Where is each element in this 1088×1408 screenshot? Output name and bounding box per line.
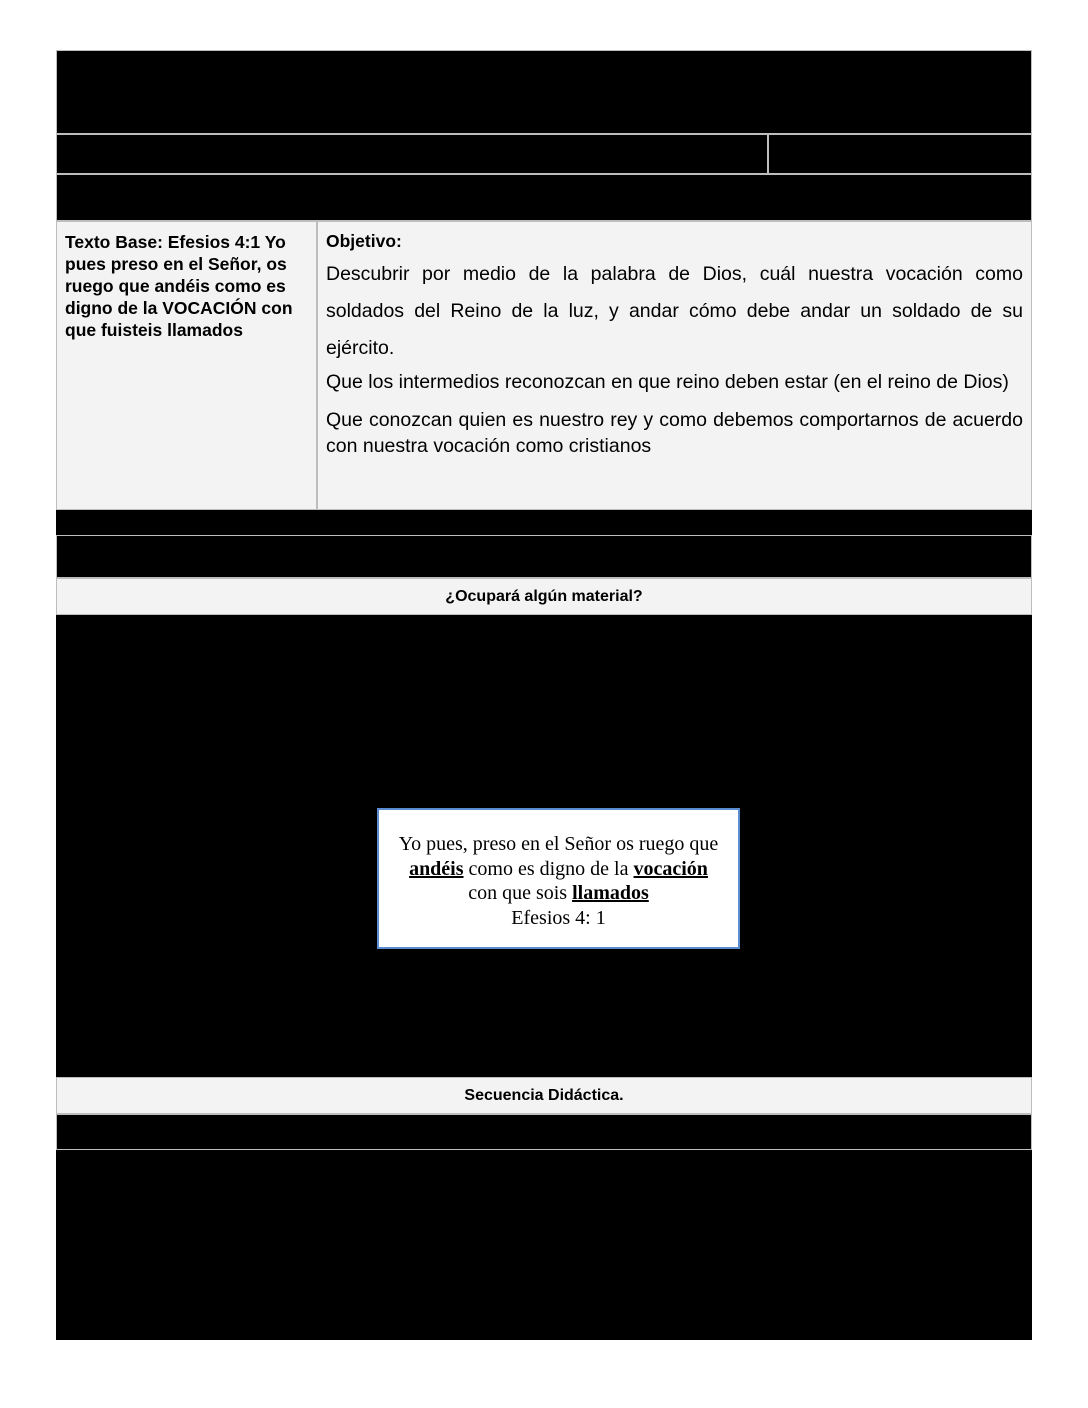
header-info-right-block xyxy=(768,134,1032,174)
objetivo-paragraph-3: Que conozcan quien es nuestro rey y como debemos comportarnos de acuerdo con nuestra vocación como cristianos xyxy=(326,409,1023,457)
verse-line-2 xyxy=(379,857,738,882)
verse-pre-text: con que sois xyxy=(468,882,573,904)
verse-word-vocacion: vocación xyxy=(633,857,708,880)
separator-block xyxy=(56,510,1032,535)
texto-base-cell xyxy=(56,221,317,510)
objetivo-heading: Objetivo: xyxy=(326,231,402,251)
verse-line-3 xyxy=(379,881,738,906)
objetivo-paragraph-2: Que los intermedios reconozcan en que reino deben estar (en el reino de Dios) xyxy=(326,371,1009,393)
verse-reference: Efesios 4: 1 xyxy=(511,906,606,929)
verse-line-1: Yo pues, preso en el Señor os ruego que xyxy=(398,833,719,855)
material-label: ¿Ocupará algún material? xyxy=(56,578,1032,615)
secuencia-label: Secuencia Didáctica. xyxy=(56,1077,1032,1114)
header-info-left-block xyxy=(56,134,768,174)
objetivo-cell xyxy=(317,221,1032,510)
header-title-block xyxy=(56,50,1032,134)
verse-box xyxy=(377,808,740,949)
verse-word-andeis: andéis xyxy=(409,857,464,880)
secuencia-header-block xyxy=(56,1114,1032,1150)
texto-base-text: Texto Base: Efesios 4:1 Yo pues preso en el Señor, os ruego que andéis como es digno de la VOCACIÓN con que fuisteis llamados xyxy=(65,232,293,340)
header-subtitle-block xyxy=(56,174,1032,221)
verse-mid-text: como es digno de la xyxy=(463,857,634,880)
verse-word-llamados: llamados xyxy=(572,882,649,904)
secuencia-content-block xyxy=(56,1150,1032,1340)
objetivo-paragraph-1: Descubrir por medio de la palabra de Dios, cuál nuestra vocación como soldados del Reino de la luz, y andar cómo debe andar un soldado de su ejército. xyxy=(326,263,1023,359)
section-header-block xyxy=(56,535,1032,578)
